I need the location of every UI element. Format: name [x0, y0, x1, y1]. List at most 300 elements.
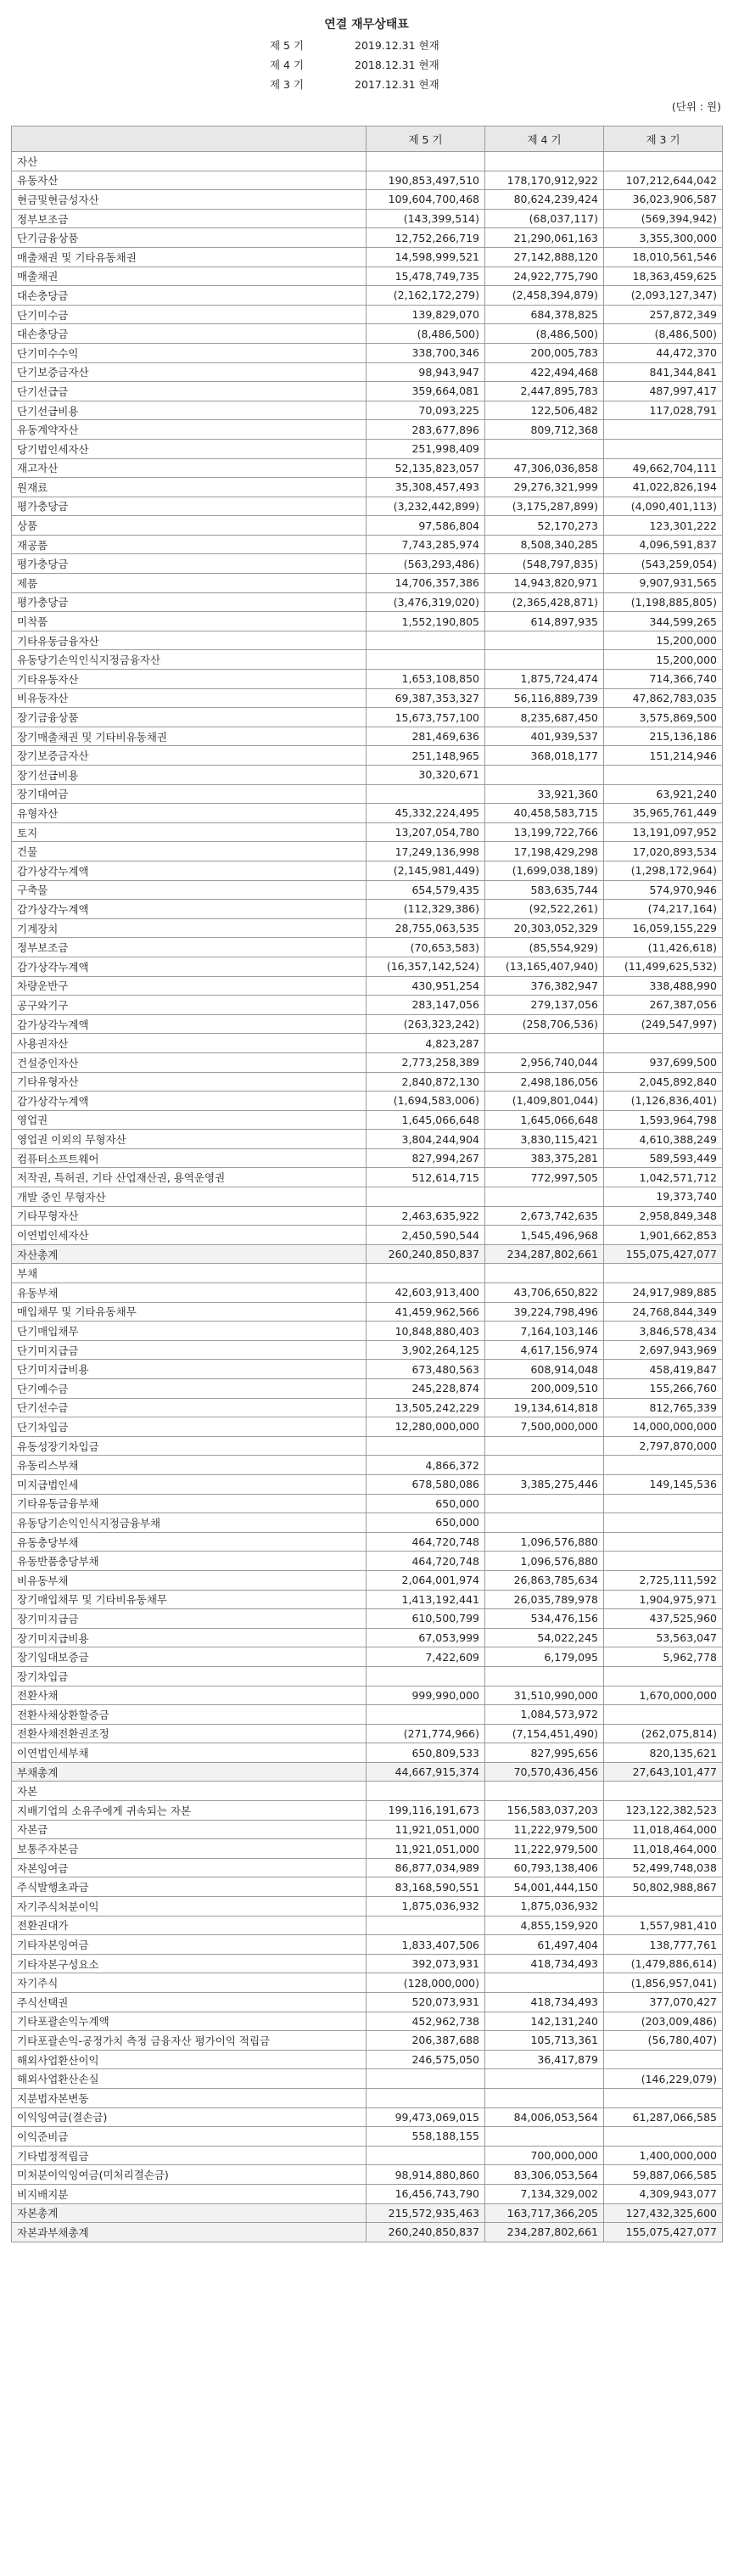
account-name-cell: 사용권자산 [12, 1034, 366, 1053]
value-cell-period-3: 117,028,791 [604, 401, 723, 420]
account-name-cell: 자본총계 [12, 2203, 366, 2223]
value-cell-period-5: 41,459,962,566 [366, 1302, 485, 1322]
table-row [12, 1092, 723, 1111]
value-cell-period-3: 149,145,536 [604, 1474, 723, 1494]
value-cell-period-4 [485, 1782, 604, 1801]
value-cell-period-3 [604, 1513, 723, 1533]
account-name-cell: 단기예수금 [12, 1379, 366, 1399]
account-name-cell: 감가상각누계액 [12, 1092, 366, 1111]
table-row [12, 1226, 723, 1245]
value-cell-period-5: (271,774,966) [366, 1724, 485, 1743]
value-cell-period-5: 673,480,563 [366, 1360, 485, 1379]
value-cell-period-3: 2,725,111,592 [604, 1570, 723, 1590]
value-cell-period-3: 1,904,975,971 [604, 1590, 723, 1609]
table-row [12, 900, 723, 919]
value-cell-period-4: 2,498,186,056 [485, 1072, 604, 1092]
account-name-cell: 유동자산 [12, 171, 366, 190]
statement-title: 연결 재무상태표 [324, 18, 409, 31]
table-row [12, 2031, 723, 2051]
value-cell-period-4: 156,583,037,203 [485, 1801, 604, 1821]
value-cell-period-3: 11,018,464,000 [604, 1839, 723, 1859]
value-cell-period-4 [485, 1436, 604, 1456]
value-cell-period-5 [366, 2069, 485, 2089]
table-row [12, 1187, 723, 1207]
value-cell-period-5: 7,743,285,974 [366, 535, 485, 554]
value-cell-period-4: 122,506,482 [485, 401, 604, 420]
value-cell-period-5: 28,755,063,535 [366, 918, 485, 938]
value-cell-period-4 [485, 439, 604, 458]
table-row [12, 478, 723, 497]
value-cell-period-5: 246,575,050 [366, 2050, 485, 2069]
value-cell-period-5: 281,469,636 [366, 727, 485, 746]
value-cell-period-3: 123,122,382,523 [604, 1801, 723, 1821]
table-row [12, 2127, 723, 2147]
value-cell-period-4 [485, 650, 604, 670]
account-name-cell: 자본과부채총계 [12, 2223, 366, 2242]
value-cell-period-5: 69,387,353,327 [366, 688, 485, 708]
value-cell-period-3: 19,373,740 [604, 1187, 723, 1207]
account-name-cell: 상품 [12, 516, 366, 536]
value-cell-period-3: 18,010,561,546 [604, 247, 723, 267]
value-cell-period-5: 139,829,070 [366, 305, 485, 324]
table-row [12, 1973, 723, 1993]
period-label: 제 5 기 [270, 39, 305, 52]
value-cell-period-5: 654,579,435 [366, 880, 485, 900]
account-name-cell: 전환사채 [12, 1686, 366, 1705]
value-cell-period-4: 105,713,361 [485, 2031, 604, 2051]
value-cell-period-3: 44,472,370 [604, 343, 723, 362]
value-cell-period-5: 1,645,066,648 [366, 1110, 485, 1130]
value-cell-period-4: (1,409,801,044) [485, 1092, 604, 1111]
value-cell-period-5: 558,188,155 [366, 2127, 485, 2147]
value-cell-period-5: 4,866,372 [366, 1456, 485, 1475]
table-row [12, 1206, 723, 1226]
value-cell-period-3: 27,643,101,477 [604, 1762, 723, 1782]
account-name-cell: 저작권, 특허권, 기타 산업재산권, 용역운영권 [12, 1168, 366, 1187]
value-cell-period-4: 700,000,000 [485, 2146, 604, 2165]
value-cell-period-3: 4,309,943,077 [604, 2184, 723, 2203]
value-cell-period-3: 1,042,571,712 [604, 1168, 723, 1187]
account-name-cell: 자본금 [12, 1820, 366, 1839]
account-name-cell: 차량운반구 [12, 976, 366, 996]
account-name-cell: 장기보증금자산 [12, 746, 366, 766]
account-name-cell: 미처분이익잉여금(미처리결손금) [12, 2165, 366, 2185]
value-cell-period-3: 3,846,578,434 [604, 1322, 723, 1341]
account-name-cell: 이연법인세자산 [12, 1226, 366, 1245]
value-cell-period-5: (70,653,583) [366, 938, 485, 957]
table-row [12, 1302, 723, 1322]
value-cell-period-5: 283,147,056 [366, 996, 485, 1015]
value-cell-period-4: 608,914,048 [485, 1360, 604, 1379]
value-cell-period-5: 45,332,224,495 [366, 804, 485, 823]
value-cell-period-5: 44,667,915,374 [366, 1762, 485, 1782]
table-row [12, 1801, 723, 1821]
table-row [12, 2146, 723, 2165]
table-row [12, 305, 723, 324]
value-cell-period-3: (1,298,172,964) [604, 861, 723, 880]
table-row [12, 1168, 723, 1187]
value-cell-period-3 [604, 1494, 723, 1513]
value-cell-period-4 [485, 1494, 604, 1513]
value-cell-period-4: 178,170,912,922 [485, 171, 604, 190]
account-name-cell: 자기주식 [12, 1973, 366, 1993]
table-row [12, 2107, 723, 2127]
value-cell-period-5: 17,249,136,998 [366, 842, 485, 861]
value-cell-period-5: 15,478,749,735 [366, 267, 485, 286]
account-name-cell: 미지급법인세 [12, 1474, 366, 1494]
value-cell-period-3 [604, 1666, 723, 1686]
value-cell-period-3: 50,802,988,867 [604, 1877, 723, 1897]
account-name-cell: 미착품 [12, 612, 366, 631]
account-name-cell: 영업권 [12, 1110, 366, 1130]
value-cell-period-5: 10,848,880,403 [366, 1322, 485, 1341]
value-cell-period-5: 245,228,874 [366, 1379, 485, 1399]
value-cell-period-3: (4,090,401,113) [604, 497, 723, 516]
account-name-cell: 해외사업환산손실 [12, 2069, 366, 2089]
account-name-cell: 지배기업의 소유주에게 귀속되는 자본 [12, 1801, 366, 1821]
account-name-cell: 평가충당금 [12, 554, 366, 574]
value-cell-period-5: (3,476,319,020) [366, 592, 485, 612]
value-cell-period-3: 61,287,066,585 [604, 2107, 723, 2127]
value-cell-period-3: 18,363,459,625 [604, 267, 723, 286]
value-cell-period-5: 1,413,192,441 [366, 1590, 485, 1609]
table-row [12, 2203, 723, 2223]
table-row [12, 1130, 723, 1149]
table-row [12, 1014, 723, 1034]
table-row [12, 1052, 723, 1072]
account-name-cell: 장기차입금 [12, 1666, 366, 1686]
value-cell-period-5 [366, 1436, 485, 1456]
table-row [12, 1877, 723, 1897]
value-cell-period-4 [485, 631, 604, 650]
value-cell-period-4: 2,673,742,635 [485, 1206, 604, 1226]
account-name-cell: 기타법정적립금 [12, 2146, 366, 2165]
value-cell-period-3: 812,765,339 [604, 1398, 723, 1417]
account-name-cell: 비지배지분 [12, 2184, 366, 2203]
period-row [270, 36, 439, 55]
table-row [12, 458, 723, 478]
table-row [12, 286, 723, 306]
value-cell-period-5: 11,921,051,000 [366, 1839, 485, 1859]
account-name-cell: 이익준비금 [12, 2127, 366, 2147]
value-cell-period-5: 251,148,965 [366, 746, 485, 766]
column-header-period-5: 제 5 기 [366, 126, 485, 152]
value-cell-period-5: 83,168,590,551 [366, 1877, 485, 1897]
value-cell-period-3: 36,023,906,587 [604, 190, 723, 210]
value-cell-period-3: 458,419,847 [604, 1360, 723, 1379]
account-name-cell: 제품 [12, 574, 366, 593]
value-cell-period-4: 52,170,273 [485, 516, 604, 536]
account-name-cell: 단기미지급비용 [12, 1360, 366, 1379]
table-row [12, 152, 723, 171]
value-cell-period-4: 279,137,056 [485, 996, 604, 1015]
table-row [12, 420, 723, 440]
value-cell-period-4: 1,096,576,880 [485, 1532, 604, 1552]
value-cell-period-5: 650,000 [366, 1513, 485, 1533]
value-cell-period-3 [604, 1034, 723, 1053]
value-cell-period-4: 614,897,935 [485, 612, 604, 631]
table-row [12, 1609, 723, 1629]
value-cell-period-5: 430,951,254 [366, 976, 485, 996]
account-name-cell: 장기선급비용 [12, 766, 366, 785]
account-name-cell: 구축물 [12, 880, 366, 900]
account-name-cell: 전환사채상환할증금 [12, 1705, 366, 1725]
value-cell-period-4: 7,134,329,002 [485, 2184, 604, 2203]
account-name-cell: 해외사업환산이익 [12, 2050, 366, 2069]
value-cell-period-4: 8,235,687,450 [485, 708, 604, 727]
value-cell-period-4: 2,447,895,783 [485, 382, 604, 401]
table-header-row [12, 126, 723, 152]
value-cell-period-4: 19,134,614,818 [485, 1398, 604, 1417]
value-cell-period-3 [604, 1532, 723, 1552]
value-cell-period-3: 344,599,265 [604, 612, 723, 631]
value-cell-period-4: 54,001,444,150 [485, 1877, 604, 1897]
value-cell-period-5: 283,677,896 [366, 420, 485, 440]
value-cell-period-5: 52,135,823,057 [366, 458, 485, 478]
table-row [12, 1916, 723, 1935]
account-name-cell: 매출채권 및 기타유동채권 [12, 247, 366, 267]
value-cell-period-3: (249,547,997) [604, 1014, 723, 1034]
value-cell-period-5: 1,552,190,805 [366, 612, 485, 631]
period-row [270, 75, 439, 94]
value-cell-period-4: (1,699,038,189) [485, 861, 604, 880]
table-row [12, 1360, 723, 1379]
value-cell-period-5: (2,162,172,279) [366, 286, 485, 306]
value-cell-period-4: (258,706,536) [485, 1014, 604, 1034]
value-cell-period-4: (92,522,261) [485, 900, 604, 919]
account-name-cell: 자산총계 [12, 1244, 366, 1264]
value-cell-period-3: (1,856,957,041) [604, 1973, 723, 1993]
account-name-cell: 장기대여금 [12, 784, 366, 804]
value-cell-period-4: 56,116,889,739 [485, 688, 604, 708]
value-cell-period-3 [604, 1705, 723, 1725]
period-date: 2019.12.31 현재 [355, 39, 439, 52]
value-cell-period-4: 383,375,281 [485, 1148, 604, 1168]
value-cell-period-3: (1,479,886,614) [604, 1954, 723, 1973]
account-name-cell: 유동당기손익인식지정금융부채 [12, 1513, 366, 1533]
balance-sheet-table [11, 126, 723, 2242]
value-cell-period-4: 54,022,245 [485, 1628, 604, 1647]
value-cell-period-4: 70,570,436,456 [485, 1762, 604, 1782]
value-cell-period-3 [604, 1782, 723, 1801]
value-cell-period-3: (11,426,618) [604, 938, 723, 957]
account-name-cell: 개발 중인 무형자산 [12, 1187, 366, 1207]
value-cell-period-4 [485, 2127, 604, 2147]
value-cell-period-3: 52,499,748,038 [604, 1858, 723, 1877]
value-cell-period-5 [366, 1782, 485, 1801]
table-row [12, 228, 723, 248]
value-cell-period-3: 59,887,066,585 [604, 2165, 723, 2185]
value-cell-period-3: 138,777,761 [604, 1935, 723, 1955]
value-cell-period-5 [366, 1187, 485, 1207]
value-cell-period-3: 589,593,449 [604, 1148, 723, 1168]
value-cell-period-4: 1,875,036,932 [485, 1897, 604, 1917]
value-cell-period-5: 11,921,051,000 [366, 1820, 485, 1839]
table-row [12, 1379, 723, 1399]
account-name-cell: 자본잉여금 [12, 1858, 366, 1877]
table-row [12, 1436, 723, 1456]
value-cell-period-4: 20,303,052,329 [485, 918, 604, 938]
value-cell-period-3: 41,022,826,194 [604, 478, 723, 497]
value-cell-period-3: (2,093,127,347) [604, 286, 723, 306]
value-cell-period-3: 123,301,222 [604, 516, 723, 536]
value-cell-period-3: 3,355,300,000 [604, 228, 723, 248]
value-cell-period-4: 200,009,510 [485, 1379, 604, 1399]
account-name-cell: 현금및현금성자산 [12, 190, 366, 210]
value-cell-period-4 [485, 1456, 604, 1475]
period-list [270, 36, 439, 94]
value-cell-period-3: 1,557,981,410 [604, 1916, 723, 1935]
account-name-cell: 단기미수금 [12, 305, 366, 324]
value-cell-period-5: 99,473,069,015 [366, 2107, 485, 2127]
table-row [12, 804, 723, 823]
value-cell-period-4: 60,793,138,406 [485, 1858, 604, 1877]
value-cell-period-5: (563,293,486) [366, 554, 485, 574]
value-cell-period-4: 401,939,537 [485, 727, 604, 746]
value-cell-period-4: 3,385,275,446 [485, 1474, 604, 1494]
value-cell-period-4: 8,508,340,285 [485, 535, 604, 554]
period-date: 2017.12.31 현재 [355, 78, 439, 91]
table-row [12, 1897, 723, 1917]
value-cell-period-5: 827,994,267 [366, 1148, 485, 1168]
account-name-cell: 기타포괄손익누계액 [12, 2012, 366, 2031]
value-cell-period-3 [604, 1264, 723, 1283]
value-cell-period-3 [604, 766, 723, 785]
value-cell-period-3 [604, 152, 723, 171]
value-cell-period-3: 53,563,047 [604, 1628, 723, 1647]
value-cell-period-3: 11,018,464,000 [604, 1820, 723, 1839]
table-row [12, 1705, 723, 1725]
table-row [12, 2050, 723, 2069]
value-cell-period-5 [366, 1916, 485, 1935]
table-row [12, 401, 723, 420]
account-name-cell: 전환권대가 [12, 1916, 366, 1935]
value-cell-period-4: 39,224,798,496 [485, 1302, 604, 1322]
value-cell-period-5 [366, 2088, 485, 2107]
account-name-cell: 단기선급비용 [12, 401, 366, 420]
value-cell-period-3: 820,135,621 [604, 1743, 723, 1763]
table-row [12, 554, 723, 574]
value-cell-period-5: 3,804,244,904 [366, 1130, 485, 1149]
value-cell-period-3: 937,699,500 [604, 1052, 723, 1072]
table-row [12, 1244, 723, 1264]
account-name-cell: 유동부채 [12, 1283, 366, 1303]
value-cell-period-3: (543,259,054) [604, 554, 723, 574]
table-row [12, 1954, 723, 1973]
value-cell-period-3: (569,394,942) [604, 209, 723, 228]
account-name-cell: 공구와기구 [12, 996, 366, 1015]
value-cell-period-5: 98,914,880,860 [366, 2165, 485, 2185]
value-cell-period-3: 155,075,427,077 [604, 1244, 723, 1264]
value-cell-period-4 [485, 766, 604, 785]
account-name-cell: 자산 [12, 152, 366, 171]
value-cell-period-4: 14,943,820,971 [485, 574, 604, 593]
table-row [12, 1494, 723, 1513]
value-cell-period-3 [604, 1552, 723, 1571]
table-row [12, 439, 723, 458]
value-cell-period-5: 70,093,225 [366, 401, 485, 420]
account-name-cell: 건설중인자산 [12, 1052, 366, 1072]
value-cell-period-5: 1,875,036,932 [366, 1897, 485, 1917]
value-cell-period-5: 7,422,609 [366, 1647, 485, 1667]
account-name-cell: 기타유형자산 [12, 1072, 366, 1092]
value-cell-period-5: 14,598,999,521 [366, 247, 485, 267]
value-cell-period-5: 215,572,935,463 [366, 2203, 485, 2223]
value-cell-period-4: 33,921,360 [485, 784, 604, 804]
value-cell-period-5: 67,053,999 [366, 1628, 485, 1647]
value-cell-period-4: 827,995,656 [485, 1743, 604, 1763]
account-name-cell: 이연법인세부채 [12, 1743, 366, 1763]
column-header-period-3: 제 3 기 [604, 126, 723, 152]
value-cell-period-3: 47,862,783,035 [604, 688, 723, 708]
table-row [12, 171, 723, 190]
account-name-cell: 단기보증금자산 [12, 362, 366, 382]
value-cell-period-5: 2,840,872,130 [366, 1072, 485, 1092]
value-cell-period-5: 260,240,850,837 [366, 2223, 485, 2242]
value-cell-period-3: (262,075,814) [604, 1724, 723, 1743]
table-row [12, 1647, 723, 1667]
table-row [12, 190, 723, 210]
value-cell-period-3: 155,266,760 [604, 1379, 723, 1399]
value-cell-period-4: 13,199,722,766 [485, 822, 604, 842]
value-cell-period-3: 437,525,960 [604, 1609, 723, 1629]
value-cell-period-3: 1,593,964,798 [604, 1110, 723, 1130]
account-name-cell: 이익잉여금(결손금) [12, 2107, 366, 2127]
table-row [12, 996, 723, 1015]
account-name-cell: 전환사채전환권조정 [12, 1724, 366, 1743]
account-name-cell: 감가상각누계액 [12, 861, 366, 880]
table-row [12, 670, 723, 689]
value-cell-period-3: 15,200,000 [604, 631, 723, 650]
value-cell-period-5: 452,962,738 [366, 2012, 485, 2031]
table-row [12, 574, 723, 593]
account-name-cell: 단기금융상품 [12, 228, 366, 248]
table-row [12, 1570, 723, 1590]
value-cell-period-4: 234,287,802,661 [485, 1244, 604, 1264]
value-cell-period-4: 31,510,990,000 [485, 1686, 604, 1705]
account-name-cell: 주식발행초과금 [12, 1877, 366, 1897]
account-name-cell: 기타포괄손익-공정가치 측정 금융자산 평가이익 적립금 [12, 2031, 366, 2051]
account-name-cell: 유동당기손익인식지정금융자산 [12, 650, 366, 670]
value-cell-period-3: 107,212,644,042 [604, 171, 723, 190]
account-name-cell: 유동계약자산 [12, 420, 366, 440]
account-name-cell: 평가충당금 [12, 497, 366, 516]
table-row [12, 1340, 723, 1360]
value-cell-period-5: 13,207,054,780 [366, 822, 485, 842]
table-row [12, 1456, 723, 1475]
value-cell-period-3 [604, 1897, 723, 1917]
value-cell-period-5: 678,580,086 [366, 1474, 485, 1494]
value-cell-period-3: (11,499,625,532) [604, 957, 723, 976]
table-row [12, 1513, 723, 1533]
value-cell-period-4: 3,830,115,421 [485, 1130, 604, 1149]
account-name-cell: 장기매출채권 및 기타비유동채권 [12, 727, 366, 746]
account-name-cell: 감가상각누계액 [12, 957, 366, 976]
value-cell-period-4: 163,717,366,205 [485, 2203, 604, 2223]
table-row [12, 1993, 723, 2012]
value-cell-period-3 [604, 2127, 723, 2147]
value-cell-period-3: 17,020,893,534 [604, 842, 723, 861]
value-cell-period-4: 1,084,573,972 [485, 1705, 604, 1725]
value-cell-period-5: 12,280,000,000 [366, 1417, 485, 1437]
value-cell-period-4: 772,997,505 [485, 1168, 604, 1187]
account-name-cell: 건물 [12, 842, 366, 861]
period-row [270, 55, 439, 75]
value-cell-period-5 [366, 2146, 485, 2165]
value-cell-period-5: 512,614,715 [366, 1168, 485, 1187]
table-row [12, 727, 723, 746]
table-row [12, 708, 723, 727]
